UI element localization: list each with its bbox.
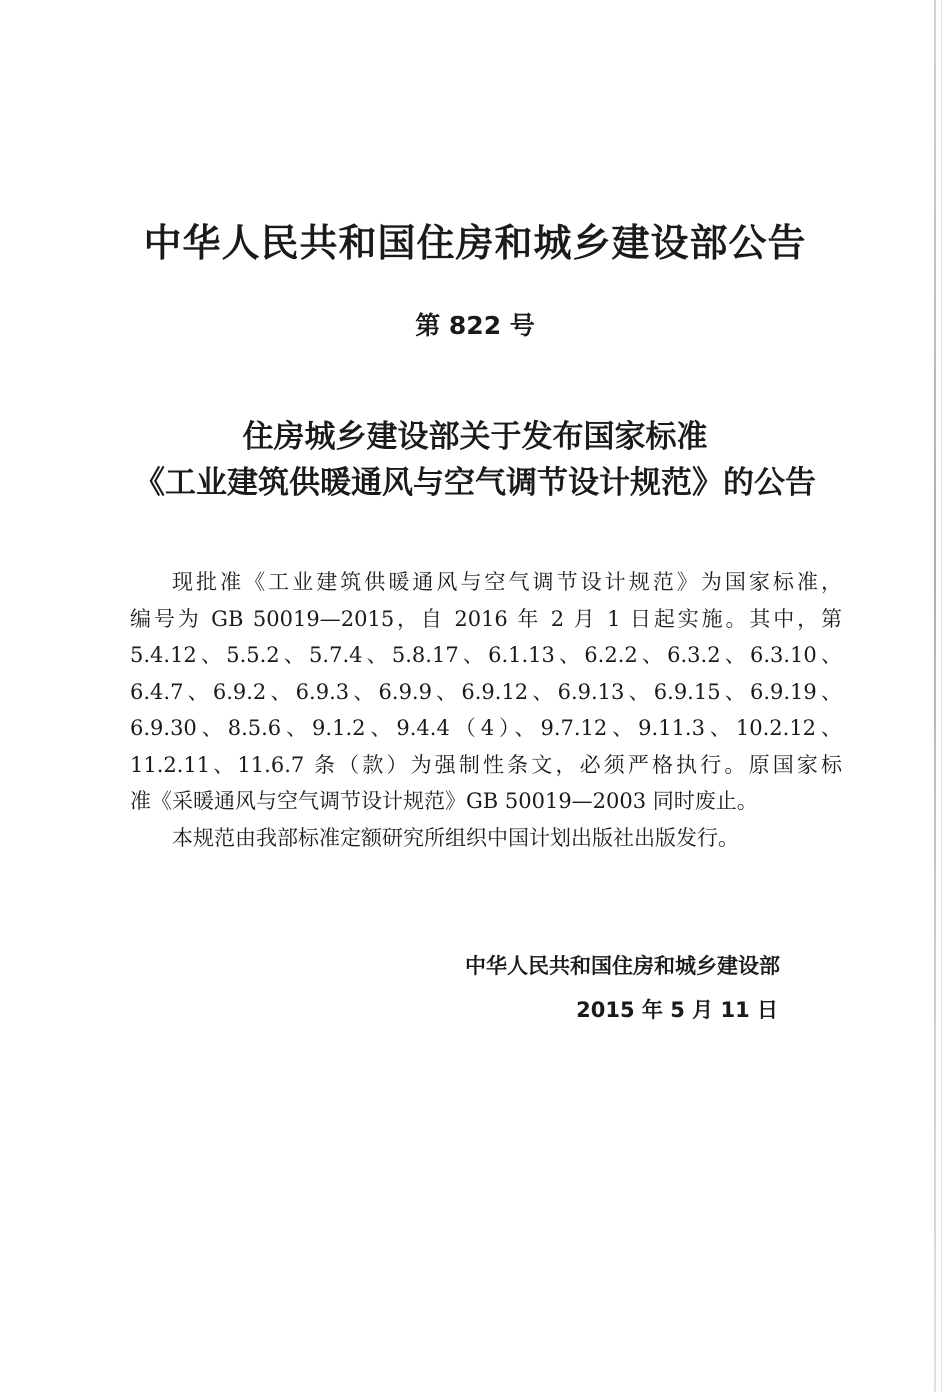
body-line-3: 5.4.12、5.5.2、5.7.4、5.8.17、6.1.13、6.2.2、6.3.2、6.3.10、 [130, 643, 842, 667]
scan-edge-shadow [934, 0, 936, 1392]
body-line-2: 编号为 GB 50019—2015，自 2016 年 2 月 1 日起实施。其中，第 [130, 606, 842, 631]
scan-edge-line [941, 0, 942, 1392]
body-line-6: 11.2.11、11.6.7 条（款）为强制性条文，必须严格执行。原国家标 [130, 752, 842, 777]
body-line-7: 准《采暖通风与空气调节设计规范》GB 50019—2003 同时废止。 [130, 789, 758, 813]
body-line-1: 现批准《工业建筑供暖通风与空气调节设计规范》为国家标准， [172, 570, 842, 594]
body-line-4: 6.4.7、6.9.2、6.9.3、6.9.9、6.9.12、6.9.13、6.9.15、6.9.19、 [130, 679, 842, 704]
body-line-5: 6.9.30、8.5.6、9.1.2、9.4.4（4）、9.7.12、9.11.3、10.2.12、 [130, 716, 842, 740]
issuer-heading: 中华人民共和国住房和城乡建设部公告 [143, 221, 807, 265]
body-line-8: 本规范由我部标准定额研究所组织中国计划出版社出版发行。 [172, 825, 739, 850]
signature-date: 2015 年 5 月 11 日 [576, 998, 778, 1022]
signature-issuer: 中华人民共和国住房和城乡建设部 [465, 954, 780, 978]
notice-body [130, 564, 842, 856]
notice-title [100, 414, 850, 506]
notice-title-line-2: 《工业建筑供暖通风与空气调节设计规范》的公告 [134, 465, 816, 501]
notice-title-line-1: 住房城乡建设部关于发布国家标准 [242, 419, 708, 455]
announcement-number: 第 822 号 [415, 311, 535, 340]
